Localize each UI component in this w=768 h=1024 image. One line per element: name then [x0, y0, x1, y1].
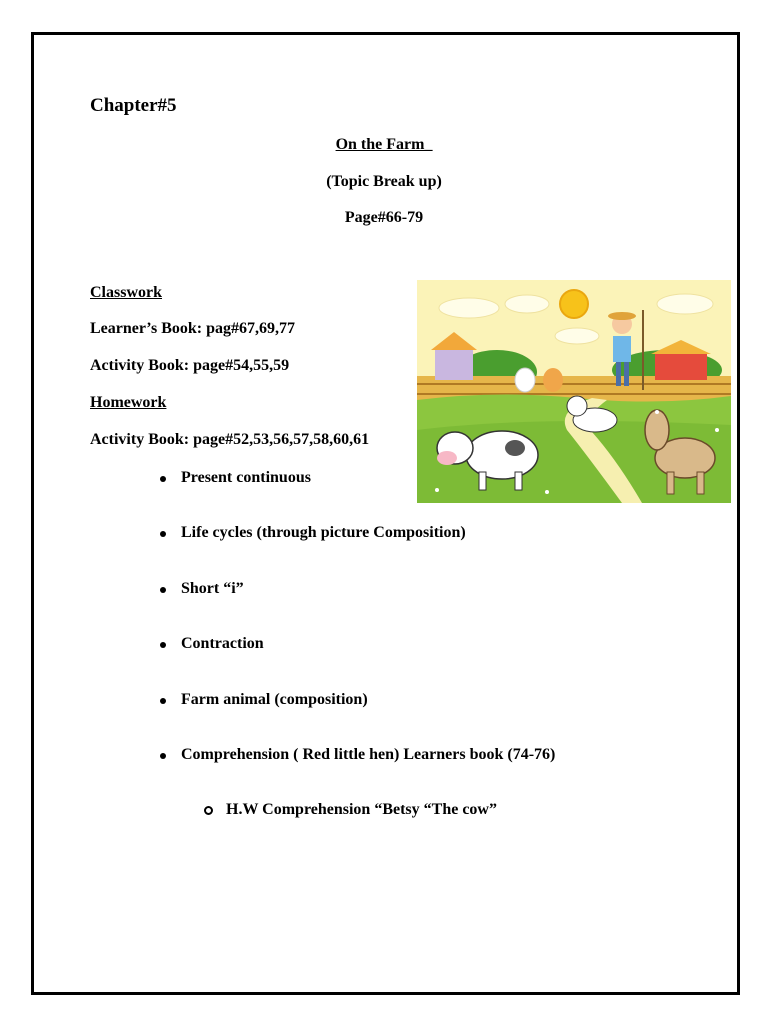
list-item: Contraction — [181, 635, 264, 652]
classwork-activity-book: Activity Book: page#54,55,59 — [90, 357, 290, 374]
classwork-heading: Classwork — [90, 284, 163, 301]
list-item: Farm animal (composition) — [181, 691, 368, 708]
homework-activity-book: Activity Book: page#52,53,56,57,58,60,61 — [90, 431, 370, 448]
bullet-icon — [160, 476, 166, 482]
list-item: Life cycles (through picture Composition) — [181, 524, 466, 541]
homework-heading: Homework — [90, 394, 167, 411]
bullet-icon — [160, 753, 166, 759]
list-item: Comprehension ( Red little hen) Learners book (74-76) — [181, 746, 556, 763]
chapter-heading: Chapter#5 — [90, 95, 177, 116]
bullet-icon — [160, 587, 166, 593]
classwork-learners-book: Learner’s Book: pag#67,69,77 — [90, 320, 296, 337]
list-item: Present continuous — [181, 469, 311, 486]
bullet-icon — [160, 531, 166, 537]
farm-illustration-icon — [417, 280, 731, 503]
page-title: On the Farm_ — [335, 136, 433, 153]
page-range: Page#66-79 — [344, 209, 424, 226]
sub-bullet-icon — [204, 806, 213, 815]
sub-list-item: H.W Comprehension “Betsy “The cow” — [226, 801, 497, 818]
bullet-icon — [160, 698, 166, 704]
subtitle: (Topic Break up) — [326, 173, 442, 190]
bullet-icon — [160, 642, 166, 648]
list-item: Short “i” — [181, 580, 244, 597]
